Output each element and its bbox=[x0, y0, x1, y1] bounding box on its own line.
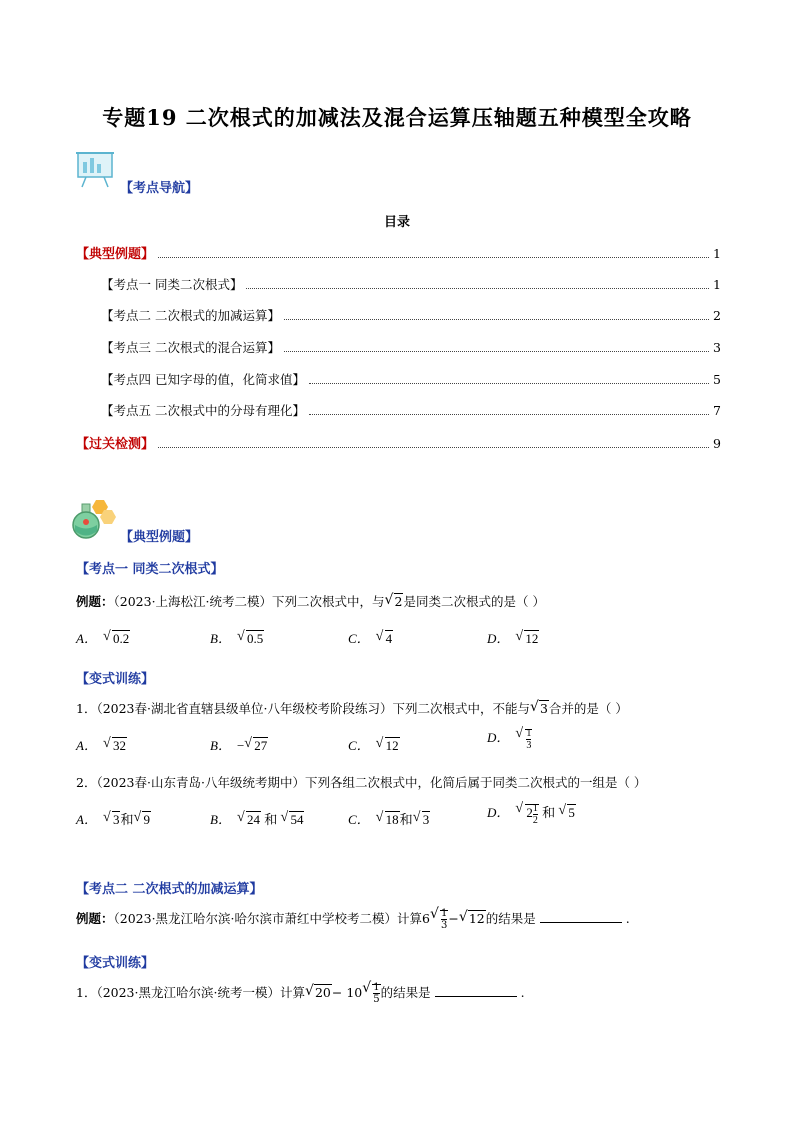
topic1-variant-heading: 【变式训练】 bbox=[76, 672, 155, 687]
q2-option-a[interactable]: A．√ 3和√ 9 bbox=[76, 809, 151, 828]
topic2-variant-heading: 【变式训练】 bbox=[76, 956, 155, 971]
topic1-option-c[interactable]: C．√ 4 bbox=[348, 628, 393, 647]
topic2-heading: 【考点二 二次根式的加减运算】 bbox=[76, 882, 263, 897]
q1-option-a[interactable]: A．√ 32 bbox=[76, 735, 127, 754]
q1-option-d[interactable]: D． √ $\frac{1}{3}$ bbox=[487, 727, 532, 751]
section-heading: 【典型例题】 bbox=[120, 530, 199, 545]
presentation-board-icon bbox=[74, 150, 118, 192]
q2-option-d[interactable]: D．√ 2 $\frac{1}{2}$ 和 √ 5 bbox=[487, 802, 576, 826]
q2-option-c[interactable]: C．√ 18和√ 3 bbox=[348, 809, 430, 828]
toc-entry-typical[interactable]: 【典型例题】 1 bbox=[76, 246, 721, 262]
topic1-example: 例题：（2023·上海松江·统考二模）下列二次根式中，与√ 2是同类二次根式的是（ ） bbox=[76, 592, 545, 610]
page-title: 专题19 二次根式的加减法及混合运算压轴题五种模型全攻略 bbox=[102, 105, 692, 130]
toc-entry-topic5[interactable]: 【考点五 二次根式中的分母有理化】 7 bbox=[101, 403, 721, 418]
q2-option-b[interactable]: B．√ 24 和 √ 54 bbox=[210, 809, 304, 828]
toc-entry-topic3[interactable]: 【考点三 二次根式的混合运算】 3 bbox=[101, 340, 721, 355]
topic1-option-b[interactable]: B．√ 0.5 bbox=[210, 628, 264, 647]
topic1-question2: 2．（2023春·山东青岛·八年级统考期中）下列各组二次根式中，化简后属于同类二次根式的一组是（ ） bbox=[76, 775, 647, 790]
toc-entry-topic4[interactable]: 【考点四 已知字母的值，化简求值】 5 bbox=[101, 372, 721, 387]
toc-entry-topic1[interactable]: 【考点一 同类二次根式】 1 bbox=[101, 277, 721, 292]
lab-flask-icon bbox=[70, 498, 116, 544]
answer-blank[interactable] bbox=[435, 996, 517, 997]
toc-heading: 目录 bbox=[383, 215, 410, 230]
topic1-heading: 【考点一 同类二次根式】 bbox=[76, 562, 224, 577]
topic1-option-a[interactable]: A．√ 0.2 bbox=[76, 628, 130, 647]
topic2-example: 例题：（2023·黑龙江哈尔滨·哈尔滨市萧红中学校考二模）计算6 √ $\frac{1}{3}$ −√ 12的结果是 . bbox=[76, 908, 630, 931]
q1-option-c[interactable]: C．√ 12 bbox=[348, 735, 400, 754]
topic2-question1: 1．（2023·黑龙江哈尔滨·统考一模）计算√ 20− 10 √ $\frac{1}{5}$ 的结果是 . bbox=[76, 982, 525, 1005]
q1-option-b[interactable]: B． −√ 27 bbox=[210, 735, 268, 754]
topic1-option-d[interactable]: D．√ 12 bbox=[487, 628, 539, 647]
toc-entry-topic2[interactable]: 【考点二 二次根式的加减运算】 2 bbox=[101, 308, 721, 323]
answer-blank[interactable] bbox=[540, 922, 622, 923]
toc-entry-check[interactable]: 【过关检测】 9 bbox=[76, 436, 721, 452]
nav-heading: 【考点导航】 bbox=[120, 181, 199, 196]
topic1-question1: 1．（2023春·湖北省直辖县级单位·八年级校考阶段练习）下列二次根式中，不能与√ 3合并的是（ ） bbox=[76, 699, 628, 717]
